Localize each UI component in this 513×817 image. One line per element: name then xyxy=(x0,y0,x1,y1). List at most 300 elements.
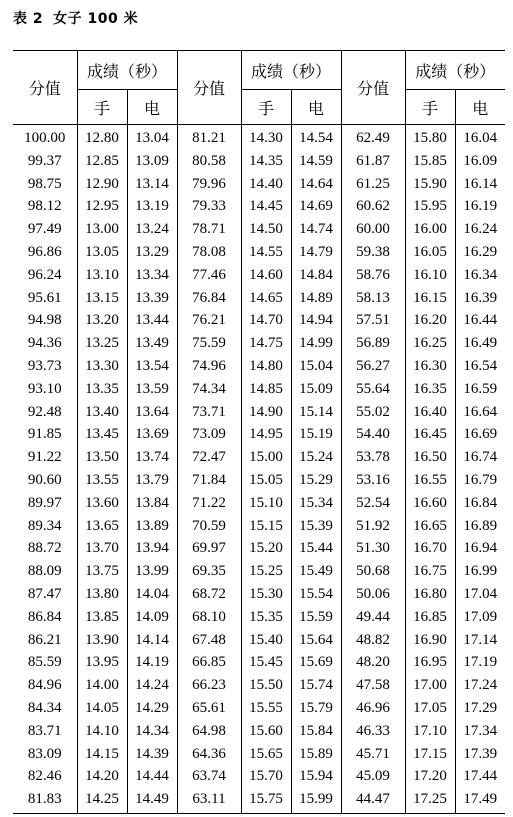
electronic-time-cell: 15.59 xyxy=(291,606,341,629)
score-cell: 62.49 xyxy=(341,125,405,150)
electronic-time-cell: 14.14 xyxy=(127,629,177,652)
score-cell: 81.83 xyxy=(13,788,77,813)
hand-time-cell: 13.95 xyxy=(77,651,127,674)
score-header-1: 分值 xyxy=(13,51,77,125)
score-cell: 91.85 xyxy=(27,426,62,443)
hand-time-cell: 16.05 xyxy=(405,241,455,264)
score-cell: 78.08 xyxy=(177,241,241,264)
electronic-time-cell: 16.54 xyxy=(455,355,505,378)
hand-time-cell: 14.85 xyxy=(241,378,291,401)
score-cell: 74.34 xyxy=(177,378,241,401)
hand-time-cell: 13.45 xyxy=(77,423,127,446)
electronic-time-cell: 16.24 xyxy=(455,218,505,241)
score-table xyxy=(13,50,505,814)
score-cell: 97.49 xyxy=(27,221,62,238)
hand-time-cell: 16.90 xyxy=(405,629,455,652)
electronic-time-cell: 15.44 xyxy=(291,537,341,560)
score-cell: 44.47 xyxy=(341,788,405,813)
electronic-time-cell: 16.64 xyxy=(455,401,505,424)
table-caption xyxy=(13,8,138,28)
hand-time-cell: 17.00 xyxy=(405,674,455,697)
electronic-time-cell: 13.14 xyxy=(127,173,177,196)
score-cell: 56.89 xyxy=(341,332,405,355)
score-cell: 86.84 xyxy=(27,608,62,625)
electronic-time-cell: 13.09 xyxy=(127,150,177,173)
hand-time-cell: 14.40 xyxy=(241,173,291,196)
result-header-2: 成绩（秒） xyxy=(241,51,341,90)
score-cell: 99.37 xyxy=(27,152,62,169)
score-cell: 76.84 xyxy=(177,287,241,310)
table-row xyxy=(13,606,505,629)
hand-time-cell: 14.30 xyxy=(241,125,291,150)
score-cell: 94.98 xyxy=(27,312,62,329)
electronic-time-cell: 14.24 xyxy=(127,674,177,697)
score-cell: 66.23 xyxy=(177,674,241,697)
electronic-time-cell: 14.94 xyxy=(291,309,341,332)
table-row xyxy=(13,629,505,652)
score-cell: 85.59 xyxy=(27,654,62,671)
score-cell: 94.36 xyxy=(27,335,62,352)
hand-time-cell: 12.80 xyxy=(77,125,127,150)
hand-time-cell: 13.30 xyxy=(77,355,127,378)
score-cell: 50.06 xyxy=(341,583,405,606)
hand-time-cell: 15.70 xyxy=(241,765,291,788)
table-row xyxy=(13,287,505,310)
score-cell: 68.72 xyxy=(177,583,241,606)
electronic-time-cell: 17.04 xyxy=(455,583,505,606)
hand-time-cell: 13.55 xyxy=(77,469,127,492)
electronic-time-cell: 13.04 xyxy=(127,125,177,150)
score-cell: 95.61 xyxy=(27,289,62,306)
electronic-time-cell: 16.99 xyxy=(455,560,505,583)
hand-header-1: 手 xyxy=(77,90,127,125)
table-row xyxy=(13,355,505,378)
score-cell: 68.10 xyxy=(177,606,241,629)
hand-time-cell: 15.20 xyxy=(241,537,291,560)
score-cell: 77.46 xyxy=(177,264,241,287)
electronic-time-cell: 14.29 xyxy=(127,697,177,720)
hand-time-cell: 17.10 xyxy=(405,720,455,743)
score-cell: 54.40 xyxy=(341,423,405,446)
hand-time-cell: 16.65 xyxy=(405,515,455,538)
score-cell: 60.00 xyxy=(341,218,405,241)
electronic-time-cell: 13.49 xyxy=(127,332,177,355)
score-cell: 52.54 xyxy=(341,492,405,515)
score-cell: 72.47 xyxy=(177,446,241,469)
hand-time-cell: 13.05 xyxy=(77,241,127,264)
score-cell: 45.09 xyxy=(341,765,405,788)
score-header-2: 分值 xyxy=(177,51,241,125)
score-cell: 98.12 xyxy=(27,198,62,215)
table-row xyxy=(13,537,505,560)
hand-time-cell: 17.20 xyxy=(405,765,455,788)
table-row xyxy=(13,492,505,515)
table-row xyxy=(13,583,505,606)
score-cell: 60.62 xyxy=(341,195,405,218)
electronic-time-cell: 16.89 xyxy=(455,515,505,538)
score-cell: 59.38 xyxy=(341,241,405,264)
hand-time-cell: 16.70 xyxy=(405,537,455,560)
electronic-time-cell: 15.84 xyxy=(291,720,341,743)
electronic-time-cell: 16.49 xyxy=(455,332,505,355)
score-cell: 100.00 xyxy=(24,130,66,146)
electronic-time-cell: 16.59 xyxy=(455,378,505,401)
score-cell: 88.09 xyxy=(27,563,62,580)
electronic-time-cell: 15.04 xyxy=(291,355,341,378)
electronic-time-cell: 13.19 xyxy=(127,195,177,218)
score-cell: 45.71 xyxy=(341,743,405,766)
score-header-3: 分值 xyxy=(341,51,405,125)
hand-time-cell: 16.40 xyxy=(405,401,455,424)
electronic-time-cell: 16.39 xyxy=(455,287,505,310)
electronic-time-cell: 14.74 xyxy=(291,218,341,241)
score-cell: 83.71 xyxy=(27,722,62,739)
score-cell: 93.10 xyxy=(27,380,62,397)
hand-time-cell: 16.45 xyxy=(405,423,455,446)
electronic-time-cell: 14.44 xyxy=(127,765,177,788)
electronic-time-cell: 13.34 xyxy=(127,264,177,287)
electronic-time-cell: 13.94 xyxy=(127,537,177,560)
electronic-time-cell: 15.19 xyxy=(291,423,341,446)
hand-time-cell: 14.55 xyxy=(241,241,291,264)
score-cell: 58.13 xyxy=(341,287,405,310)
hand-time-cell: 15.90 xyxy=(405,173,455,196)
table-row xyxy=(13,423,505,446)
result-header-1: 成绩（秒） xyxy=(77,51,177,90)
score-cell: 67.48 xyxy=(177,629,241,652)
hand-time-cell: 15.40 xyxy=(241,629,291,652)
electronic-header-1: 电 xyxy=(127,90,177,125)
score-cell: 78.71 xyxy=(177,218,241,241)
hand-time-cell: 16.55 xyxy=(405,469,455,492)
hand-time-cell: 16.85 xyxy=(405,606,455,629)
electronic-time-cell: 15.24 xyxy=(291,446,341,469)
hand-time-cell: 14.45 xyxy=(241,195,291,218)
table-title: 女子 100 米 xyxy=(53,11,139,27)
score-cell: 46.33 xyxy=(341,720,405,743)
table-row xyxy=(13,150,505,173)
table-row xyxy=(13,401,505,424)
electronic-time-cell: 14.09 xyxy=(127,606,177,629)
hand-time-cell: 15.15 xyxy=(241,515,291,538)
electronic-time-cell: 17.14 xyxy=(455,629,505,652)
electronic-time-cell: 17.29 xyxy=(455,697,505,720)
electronic-time-cell: 17.24 xyxy=(455,674,505,697)
hand-time-cell: 16.30 xyxy=(405,355,455,378)
score-cell: 63.74 xyxy=(177,765,241,788)
hand-time-cell: 13.20 xyxy=(77,309,127,332)
table-row xyxy=(13,720,505,743)
electronic-time-cell: 14.34 xyxy=(127,720,177,743)
table-row xyxy=(13,446,505,469)
score-cell: 90.60 xyxy=(27,471,62,488)
hand-time-cell: 16.95 xyxy=(405,651,455,674)
score-cell: 76.21 xyxy=(177,309,241,332)
hand-time-cell: 14.35 xyxy=(241,150,291,173)
score-cell: 56.27 xyxy=(341,355,405,378)
electronic-time-cell: 17.34 xyxy=(455,720,505,743)
hand-time-cell: 15.25 xyxy=(241,560,291,583)
table-number: 表 2 xyxy=(13,11,44,27)
score-cell: 69.97 xyxy=(177,537,241,560)
score-cell: 51.30 xyxy=(341,537,405,560)
hand-time-cell: 13.10 xyxy=(77,264,127,287)
score-cell: 80.58 xyxy=(177,150,241,173)
hand-time-cell: 12.90 xyxy=(77,173,127,196)
electronic-time-cell: 15.69 xyxy=(291,651,341,674)
electronic-time-cell: 16.44 xyxy=(455,309,505,332)
hand-time-cell: 13.50 xyxy=(77,446,127,469)
hand-time-cell: 14.10 xyxy=(77,720,127,743)
hand-time-cell: 14.50 xyxy=(241,218,291,241)
electronic-time-cell: 14.19 xyxy=(127,651,177,674)
score-cell: 84.34 xyxy=(27,699,62,716)
score-cell: 89.34 xyxy=(27,517,62,534)
hand-time-cell: 13.25 xyxy=(77,332,127,355)
result-header-3: 成绩（秒） xyxy=(405,51,505,90)
hand-time-cell: 15.75 xyxy=(241,788,291,813)
electronic-header-2: 电 xyxy=(291,90,341,125)
electronic-time-cell: 13.24 xyxy=(127,218,177,241)
score-cell: 96.24 xyxy=(27,266,62,283)
electronic-time-cell: 16.19 xyxy=(455,195,505,218)
table-row xyxy=(13,697,505,720)
hand-time-cell: 13.70 xyxy=(77,537,127,560)
score-cell: 58.76 xyxy=(341,264,405,287)
electronic-header-3: 电 xyxy=(455,90,505,125)
table-row xyxy=(13,651,505,674)
score-cell: 88.72 xyxy=(27,540,62,557)
score-cell: 63.11 xyxy=(177,788,241,813)
electronic-time-cell: 15.14 xyxy=(291,401,341,424)
hand-time-cell: 13.15 xyxy=(77,287,127,310)
score-cell: 46.96 xyxy=(341,697,405,720)
electronic-time-cell: 13.59 xyxy=(127,378,177,401)
score-cell: 50.68 xyxy=(341,560,405,583)
table-row xyxy=(13,125,505,150)
electronic-time-cell: 16.69 xyxy=(455,423,505,446)
score-cell: 98.75 xyxy=(27,175,62,192)
electronic-time-cell: 13.44 xyxy=(127,309,177,332)
table-row xyxy=(13,743,505,766)
electronic-time-cell: 13.89 xyxy=(127,515,177,538)
score-cell: 70.59 xyxy=(177,515,241,538)
hand-time-cell: 15.60 xyxy=(241,720,291,743)
hand-time-cell: 15.65 xyxy=(241,743,291,766)
score-cell: 64.36 xyxy=(177,743,241,766)
electronic-time-cell: 16.84 xyxy=(455,492,505,515)
hand-time-cell: 15.00 xyxy=(241,446,291,469)
hand-time-cell: 12.85 xyxy=(77,150,127,173)
table-row xyxy=(13,560,505,583)
hand-time-cell: 16.60 xyxy=(405,492,455,515)
electronic-time-cell: 17.19 xyxy=(455,651,505,674)
electronic-time-cell: 15.29 xyxy=(291,469,341,492)
score-cell: 96.86 xyxy=(27,243,62,260)
electronic-time-cell: 16.09 xyxy=(455,150,505,173)
electronic-time-cell: 16.29 xyxy=(455,241,505,264)
hand-time-cell: 13.60 xyxy=(77,492,127,515)
score-cell: 47.58 xyxy=(341,674,405,697)
hand-time-cell: 14.65 xyxy=(241,287,291,310)
electronic-time-cell: 15.54 xyxy=(291,583,341,606)
electronic-time-cell: 13.29 xyxy=(127,241,177,264)
electronic-time-cell: 13.54 xyxy=(127,355,177,378)
electronic-time-cell: 14.49 xyxy=(127,788,177,813)
hand-time-cell: 14.25 xyxy=(77,788,127,813)
electronic-time-cell: 15.09 xyxy=(291,378,341,401)
score-cell: 71.22 xyxy=(177,492,241,515)
hand-header-2: 手 xyxy=(241,90,291,125)
hand-time-cell: 16.20 xyxy=(405,309,455,332)
hand-time-cell: 14.95 xyxy=(241,423,291,446)
electronic-time-cell: 13.79 xyxy=(127,469,177,492)
electronic-time-cell: 15.34 xyxy=(291,492,341,515)
table-row xyxy=(13,378,505,401)
score-cell: 79.33 xyxy=(177,195,241,218)
hand-time-cell: 13.40 xyxy=(77,401,127,424)
score-cell: 69.35 xyxy=(177,560,241,583)
electronic-time-cell: 15.89 xyxy=(291,743,341,766)
electronic-time-cell: 14.79 xyxy=(291,241,341,264)
hand-time-cell: 14.05 xyxy=(77,697,127,720)
electronic-time-cell: 14.59 xyxy=(291,150,341,173)
hand-time-cell: 14.60 xyxy=(241,264,291,287)
score-cell: 48.82 xyxy=(341,629,405,652)
electronic-time-cell: 14.84 xyxy=(291,264,341,287)
hand-time-cell: 13.90 xyxy=(77,629,127,652)
electronic-time-cell: 16.74 xyxy=(455,446,505,469)
hand-time-cell: 16.75 xyxy=(405,560,455,583)
hand-time-cell: 13.85 xyxy=(77,606,127,629)
electronic-time-cell: 14.39 xyxy=(127,743,177,766)
hand-time-cell: 15.35 xyxy=(241,606,291,629)
hand-time-cell: 17.25 xyxy=(405,788,455,813)
electronic-time-cell: 16.79 xyxy=(455,469,505,492)
hand-time-cell: 15.45 xyxy=(241,651,291,674)
score-cell: 83.09 xyxy=(27,745,62,762)
electronic-time-cell: 14.64 xyxy=(291,173,341,196)
score-cell: 79.96 xyxy=(177,173,241,196)
hand-time-cell: 13.75 xyxy=(77,560,127,583)
hand-time-cell: 13.35 xyxy=(77,378,127,401)
score-cell: 73.09 xyxy=(177,423,241,446)
hand-time-cell: 14.15 xyxy=(77,743,127,766)
hand-time-cell: 16.10 xyxy=(405,264,455,287)
electronic-time-cell: 13.84 xyxy=(127,492,177,515)
hand-time-cell: 13.80 xyxy=(77,583,127,606)
hand-time-cell: 16.80 xyxy=(405,583,455,606)
score-cell: 66.85 xyxy=(177,651,241,674)
electronic-time-cell: 17.44 xyxy=(455,765,505,788)
electronic-time-cell: 13.64 xyxy=(127,401,177,424)
hand-time-cell: 16.15 xyxy=(405,287,455,310)
score-cell: 48.20 xyxy=(341,651,405,674)
table-row xyxy=(13,515,505,538)
score-cell: 92.48 xyxy=(27,403,62,420)
hand-time-cell: 13.65 xyxy=(77,515,127,538)
score-cell: 89.97 xyxy=(27,494,62,511)
table-row xyxy=(13,674,505,697)
score-cell: 51.92 xyxy=(341,515,405,538)
score-cell: 61.87 xyxy=(341,150,405,173)
hand-time-cell: 14.00 xyxy=(77,674,127,697)
score-cell: 75.59 xyxy=(177,332,241,355)
score-cell: 86.21 xyxy=(27,631,62,648)
electronic-time-cell: 15.74 xyxy=(291,674,341,697)
electronic-time-cell: 15.49 xyxy=(291,560,341,583)
hand-time-cell: 15.95 xyxy=(405,195,455,218)
table-row xyxy=(13,218,505,241)
hand-time-cell: 12.95 xyxy=(77,195,127,218)
score-cell: 55.64 xyxy=(341,378,405,401)
hand-time-cell: 14.90 xyxy=(241,401,291,424)
electronic-time-cell: 16.04 xyxy=(455,125,505,150)
hand-time-cell: 14.80 xyxy=(241,355,291,378)
hand-time-cell: 15.80 xyxy=(405,125,455,150)
score-cell: 91.22 xyxy=(27,449,62,466)
table-header xyxy=(13,51,505,125)
score-cell: 64.98 xyxy=(177,720,241,743)
electronic-time-cell: 16.34 xyxy=(455,264,505,287)
score-cell: 53.16 xyxy=(341,469,405,492)
table-row xyxy=(13,241,505,264)
hand-time-cell: 15.50 xyxy=(241,674,291,697)
table-row xyxy=(13,173,505,196)
table-row xyxy=(13,788,505,813)
score-cell: 87.47 xyxy=(27,585,62,602)
hand-time-cell: 15.10 xyxy=(241,492,291,515)
score-cell: 74.96 xyxy=(177,355,241,378)
electronic-time-cell: 15.99 xyxy=(291,788,341,813)
hand-time-cell: 16.00 xyxy=(405,218,455,241)
score-cell: 84.96 xyxy=(27,677,62,694)
hand-time-cell: 17.15 xyxy=(405,743,455,766)
electronic-time-cell: 16.14 xyxy=(455,173,505,196)
table-row xyxy=(13,765,505,788)
electronic-time-cell: 13.74 xyxy=(127,446,177,469)
electronic-time-cell: 17.09 xyxy=(455,606,505,629)
hand-time-cell: 15.55 xyxy=(241,697,291,720)
score-cell: 93.73 xyxy=(27,357,62,374)
hand-time-cell: 15.05 xyxy=(241,469,291,492)
hand-time-cell: 16.35 xyxy=(405,378,455,401)
table-row xyxy=(13,469,505,492)
hand-time-cell: 16.25 xyxy=(405,332,455,355)
score-cell: 65.61 xyxy=(177,697,241,720)
score-cell: 61.25 xyxy=(341,173,405,196)
electronic-time-cell: 13.99 xyxy=(127,560,177,583)
score-cell: 49.44 xyxy=(341,606,405,629)
hand-time-cell: 17.05 xyxy=(405,697,455,720)
electronic-time-cell: 14.69 xyxy=(291,195,341,218)
hand-time-cell: 14.70 xyxy=(241,309,291,332)
electronic-time-cell: 15.64 xyxy=(291,629,341,652)
score-cell: 71.84 xyxy=(177,469,241,492)
table-row xyxy=(13,332,505,355)
hand-time-cell: 14.20 xyxy=(77,765,127,788)
electronic-time-cell: 14.99 xyxy=(291,332,341,355)
electronic-time-cell: 15.79 xyxy=(291,697,341,720)
table-row xyxy=(13,195,505,218)
score-cell: 57.51 xyxy=(341,309,405,332)
electronic-time-cell: 17.49 xyxy=(455,788,505,813)
electronic-time-cell: 14.89 xyxy=(291,287,341,310)
hand-time-cell: 16.50 xyxy=(405,446,455,469)
electronic-time-cell: 15.94 xyxy=(291,765,341,788)
table-body xyxy=(13,125,505,814)
hand-time-cell: 13.00 xyxy=(77,218,127,241)
